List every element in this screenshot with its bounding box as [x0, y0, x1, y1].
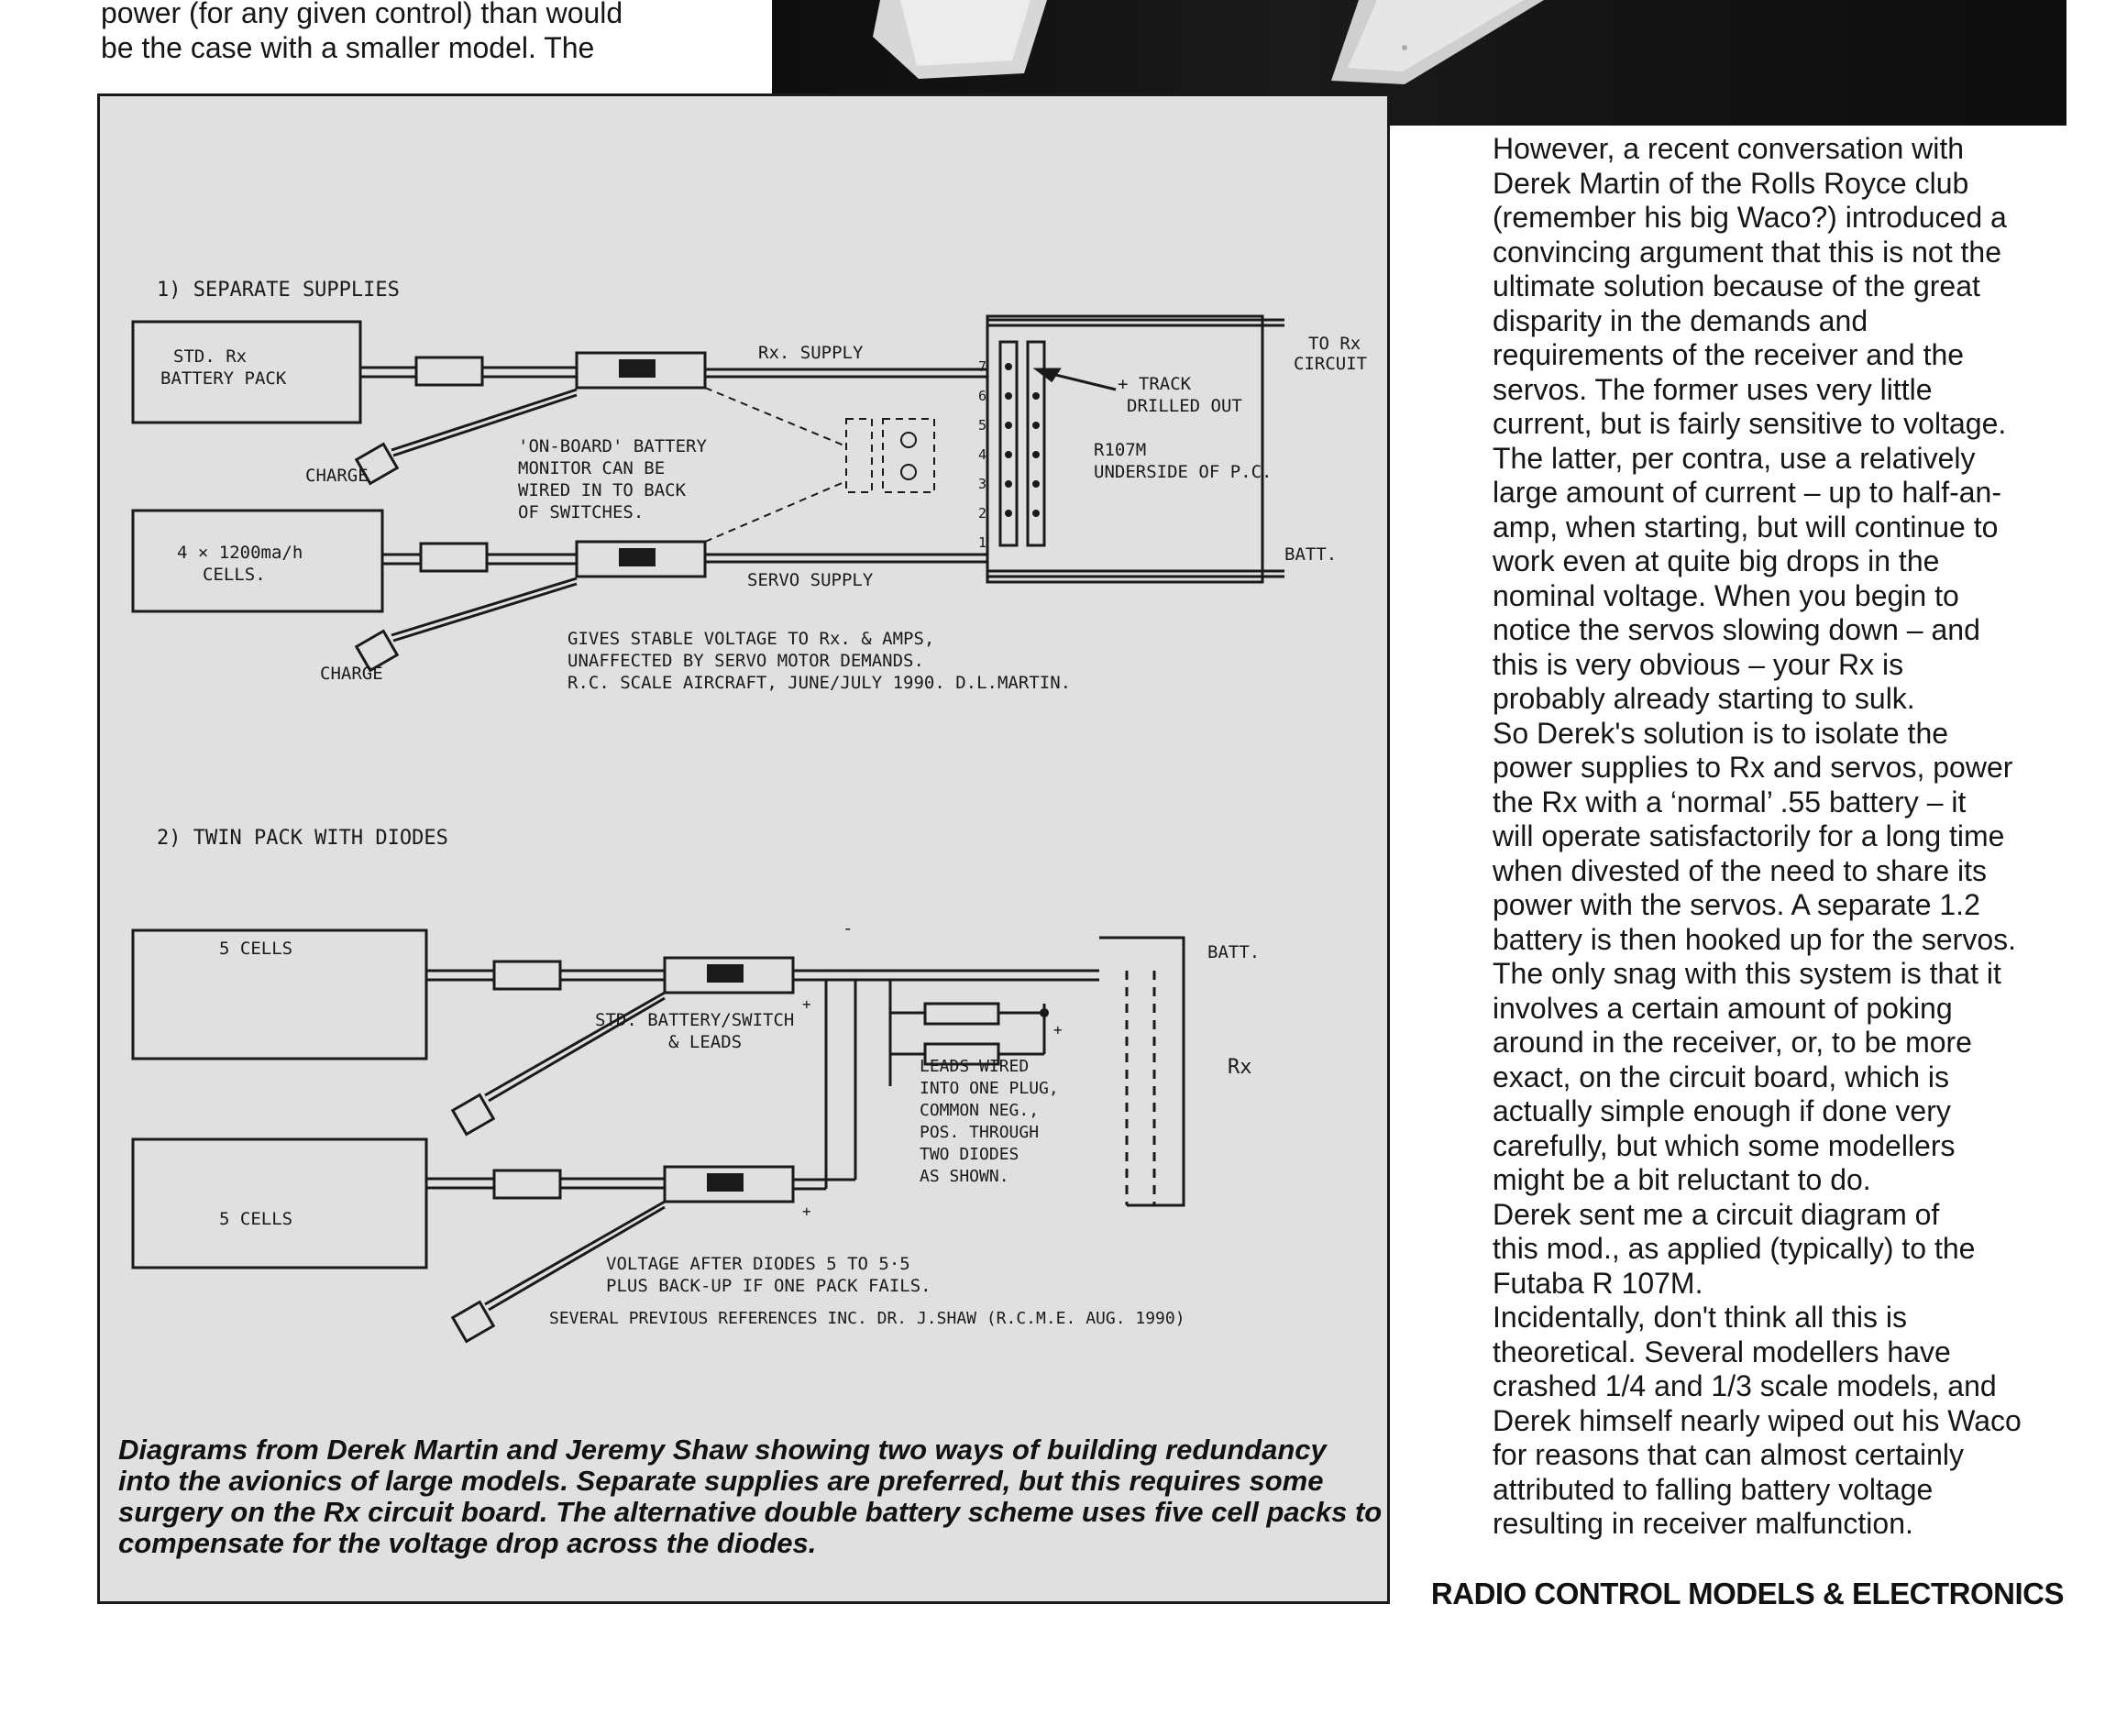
- rx-label: Rx: [1228, 1056, 1252, 1079]
- text-line: Derek sent me a circuit diagram of: [1493, 1197, 1940, 1231]
- text-line: resulting in receiver malfunction.: [1493, 1507, 1913, 1540]
- minus-sign: -: [843, 918, 854, 939]
- leads-note: POS. THROUGH: [920, 1123, 1040, 1142]
- text-line: power (for any given control) than would: [101, 0, 623, 29]
- text-line: exact, on the circuit board, which is: [1493, 1060, 1950, 1093]
- pin-number: 2: [978, 505, 987, 522]
- text-line: carefully, but which some modellers: [1493, 1128, 1956, 1162]
- diode: [925, 1004, 998, 1024]
- rx-supply-label: Rx. SUPPLY: [758, 343, 864, 363]
- text-line: be the case with a smaller model. The: [101, 30, 595, 64]
- to-rx-label: TO Rx: [1308, 334, 1361, 354]
- charge-label: CHARGE: [305, 466, 369, 486]
- monitor-note: OF SWITCHES.: [518, 502, 645, 522]
- monitor-note: WIRED IN TO BACK: [518, 480, 687, 500]
- text-line: convincing argument that this is not the: [1493, 235, 2001, 269]
- servo-pack-label: 4 × 1200ma/h: [177, 543, 303, 563]
- std-battery-label: & LEADS: [668, 1032, 743, 1052]
- text-line: amp, when starting, but will continue to: [1493, 510, 1999, 544]
- text-line: crashed 1/4 and 1/3 scale models, and: [1493, 1369, 1997, 1402]
- text-line: this mod., as applied (typically) to the: [1493, 1232, 1976, 1265]
- article-text-column: [1449, 132, 2063, 1542]
- text-line: the Rx with a ‘normal’ .55 battery – it: [1493, 785, 1967, 819]
- servo-pack-label: CELLS.: [203, 565, 266, 585]
- text-line: work even at quite big drops in the: [1493, 544, 1940, 577]
- section1-title: 1) SEPARATE SUPPLIES: [157, 279, 400, 302]
- plus-sign: +: [1053, 1021, 1063, 1038]
- section2-note: PLUS BACK-UP IF ONE PACK FAILS.: [606, 1276, 931, 1296]
- text-line: this is very obvious – your Rx is: [1493, 647, 1904, 681]
- text-line: battery is then hooked up for the servos.: [1493, 922, 2016, 956]
- magazine-footer: RADIO CONTROL MODELS & ELECTRONICS: [1430, 1577, 2064, 1610]
- monitor-note: MONITOR CAN BE: [518, 458, 666, 478]
- text-line: large amount of current – up to half-an-: [1493, 476, 2001, 509]
- text-line: Incidentally, don't think all this is: [1493, 1301, 1907, 1334]
- cells-label: 5 CELLS: [219, 939, 293, 959]
- paragraph: [1449, 132, 2063, 717]
- paragraph: [1449, 1198, 2063, 1302]
- pin-number: 3: [978, 476, 987, 492]
- paragraph: [1449, 717, 2063, 1198]
- text-line: disparity in the demands and: [1493, 303, 1868, 337]
- text-line: theoretical. Several modellers have: [1493, 1335, 1951, 1368]
- leads-note: LEADS WIRED: [920, 1057, 1030, 1076]
- text-line: will operate satisfactorily for a long time: [1493, 819, 2005, 852]
- pin-number: 5: [978, 417, 987, 434]
- monitor-note: 'ON-BOARD' BATTERY: [518, 436, 707, 456]
- to-rx-label: CIRCUIT: [1294, 354, 1368, 374]
- text-line: nominal voltage. When you begin to: [1493, 578, 1959, 612]
- track-label: DRILLED OUT: [1127, 396, 1242, 416]
- diagram-figure: [97, 93, 1390, 1604]
- text-line: (remember his big Waco?) introduced a: [1493, 201, 2007, 234]
- circuit-diagram: [100, 96, 1387, 1601]
- text-line: The latter, per contra, use a relatively: [1493, 441, 1976, 475]
- section2-note: VOLTAGE AFTER DIODES 5 TO 5·5: [606, 1254, 910, 1274]
- plus-sign: +: [802, 995, 811, 1013]
- text-line: notice the servos slowing down – and: [1493, 613, 1980, 646]
- text-line: power supplies to Rx and servos, power: [1493, 751, 2013, 784]
- text-line: Derek himself nearly wiped out his Waco: [1493, 1403, 2022, 1437]
- charge-label: CHARGE: [320, 664, 383, 684]
- section1-note: GIVES STABLE VOLTAGE TO Rx. & AMPS,: [568, 629, 935, 649]
- section1-note: UNAFFECTED BY SERVO MOTOR DEMANDS.: [568, 651, 924, 671]
- leads-note: INTO ONE PLUG,: [920, 1079, 1059, 1098]
- section1-note: R.C. SCALE AIRCRAFT, JUNE/JULY 1990. D.L.MARTIN.: [568, 673, 1072, 693]
- text-line: Futaba R 107M.: [1493, 1266, 1703, 1300]
- text-line: However, a recent conversation with: [1493, 132, 1965, 165]
- batt-label: BATT.: [1207, 942, 1261, 962]
- figure-caption: Diagrams from Derek Martin and Jeremy Shaw showing two ways of building redundancy into the avionics of large models. Separate supplies are preferred, but this requires some surgery on the Rx circuit board. The alternative double battery scheme uses five cell packs to compensate for the voltage drop across the diodes.: [118, 1434, 1383, 1559]
- batt-label: BATT.: [1284, 544, 1338, 565]
- leads-note: AS SHOWN.: [920, 1167, 1009, 1186]
- text-line: actually simple enough if done very: [1493, 1094, 1951, 1127]
- pin-number: 1: [978, 534, 987, 551]
- cells-label: 5 CELLS: [219, 1209, 293, 1229]
- cells-pack-box-2: [133, 1139, 426, 1268]
- text-line: involves a certain amount of poking: [1493, 991, 1953, 1025]
- std-battery-label: STD. BATTERY/SWITCH: [595, 1010, 795, 1030]
- pin-number: 7: [978, 358, 987, 375]
- board-label: R107M: [1094, 440, 1147, 460]
- text-line: for reasons that can almost certainly: [1493, 1438, 1965, 1471]
- text-line: So Derek's solution is to isolate the: [1493, 716, 1949, 750]
- section2-title: 2) TWIN PACK WITH DIODES: [157, 827, 448, 850]
- text-line: might be a bit reluctant to do.: [1493, 1163, 1871, 1196]
- text-line: current, but is fairly sensitive to voltage.: [1493, 407, 2007, 440]
- leads-note: TWO DIODES: [920, 1145, 1019, 1164]
- text-line: servos. The former uses very little: [1493, 372, 1933, 406]
- connector-plug: [421, 544, 487, 571]
- track-label: + TRACK: [1118, 374, 1192, 394]
- connector-plug: [416, 357, 482, 385]
- text-line: power with the servos. A separate 1.2: [1493, 888, 1980, 921]
- pin-number: 4: [978, 446, 987, 463]
- servo-supply-label: SERVO SUPPLY: [747, 570, 874, 590]
- text-line: attributed to falling battery voltage: [1493, 1472, 1934, 1506]
- rx-pack-label: BATTERY PACK: [160, 368, 287, 389]
- text-line: ultimate solution because of the great: [1493, 269, 1980, 302]
- text-line: around in the receiver, or, to be more: [1493, 1026, 1972, 1059]
- text-line: probably already starting to sulk.: [1493, 682, 1915, 715]
- text-line: requirements of the receiver and the: [1493, 338, 1965, 371]
- text-line: Derek Martin of the Rolls Royce club: [1493, 166, 1969, 200]
- board-label: UNDERSIDE OF P.C.: [1094, 462, 1273, 482]
- pin-number: 6: [978, 388, 987, 404]
- text-line: The only snag with this system is that it: [1493, 957, 2001, 990]
- references-note: SEVERAL PREVIOUS REFERENCES INC. DR. J.SHAW (R.C.M.E. AUG. 1990): [549, 1309, 1185, 1328]
- rx-pack-label: STD. Rx: [173, 346, 248, 367]
- text-line: when divested of the need to share its: [1493, 853, 1988, 887]
- article-continuation-text: [101, 0, 761, 65]
- leads-note: COMMON NEG.,: [920, 1101, 1040, 1120]
- plus-sign: +: [802, 1203, 811, 1220]
- paragraph: [1449, 1301, 2063, 1542]
